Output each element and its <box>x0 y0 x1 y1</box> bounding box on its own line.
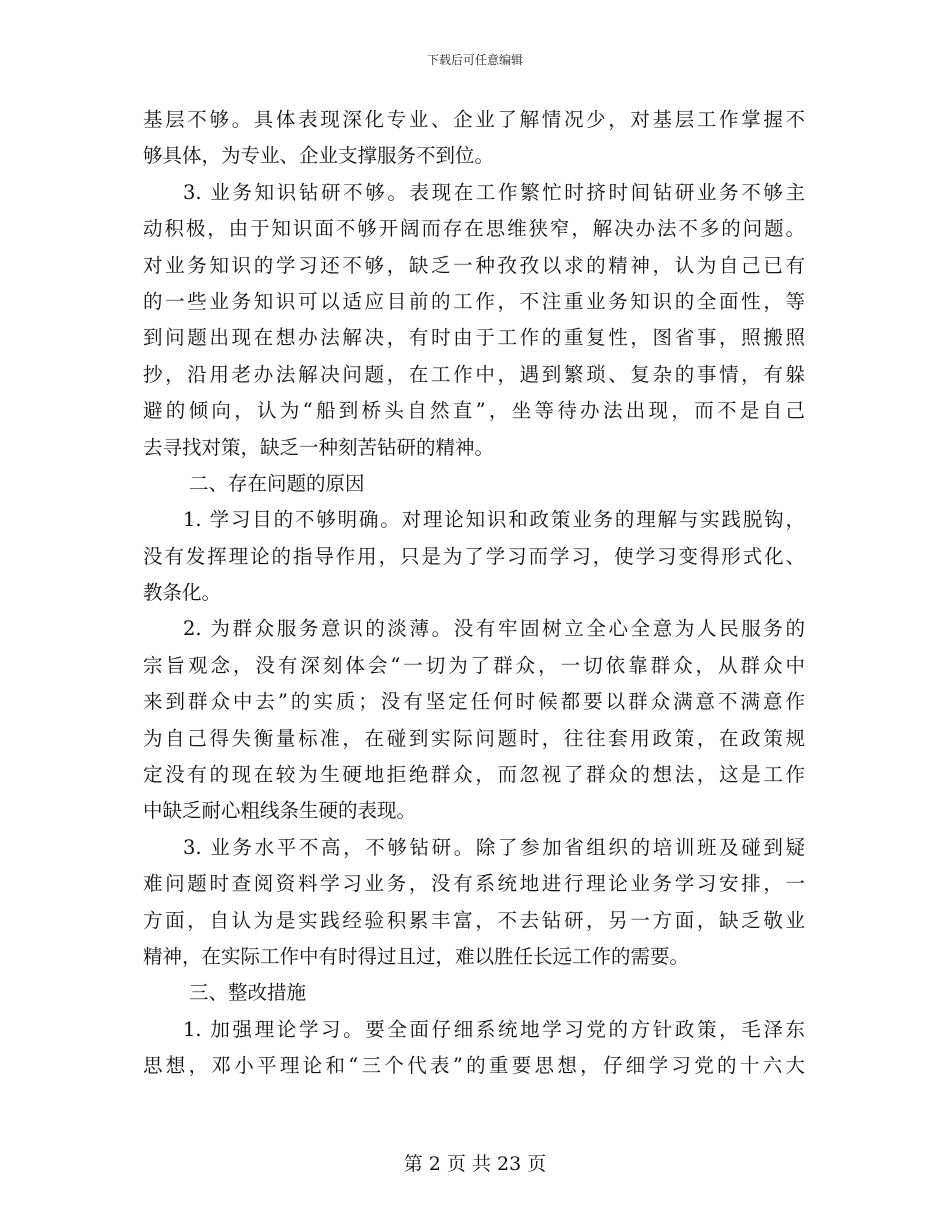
text-line: 为自己得失衡量标准，在碰到实际问题时，往往套用政策，在政策规 <box>143 726 805 750</box>
text-line: 去寻找对策，缺乏一种刻苦钻研的精神。 <box>143 435 495 459</box>
page-header: 下载后可任意编辑 <box>426 53 523 67</box>
text-line: 宗旨观念，没有深刻体会“一切为了群众，一切依靠群众，从群众中 <box>143 653 805 677</box>
section-heading: 二、存在问题的原因 <box>189 471 365 495</box>
text-line: 教条化。 <box>143 581 222 605</box>
text-line: 对业务知识的学习还不够，缺乏一种孜孜以求的精神，认为自己已有 <box>143 253 805 277</box>
text-line: 到问题出现在想办法解决，有时由于工作的重复性，图省事，照搬照 <box>143 326 805 350</box>
section-heading: 三、整改措施 <box>189 981 307 1005</box>
text-line: 精神，在实际工作中有时得过且过，难以胜任长远工作的需要。 <box>143 944 690 968</box>
text-line: 3. 业务知识钻研不够。表现在工作繁忙时挤时间钻研业务不够主 <box>183 180 805 204</box>
text-line: 1. 加强理论学习。要全面仔细系统地学习党的方针政策，毛泽东 <box>183 1017 805 1041</box>
page-number-footer: 第 2 页 共 23 页 <box>403 1153 547 1175</box>
text-line: 中缺乏耐心粗线条生硬的表现。 <box>143 799 417 823</box>
text-line: 避的倾向，认为“船到桥头自然直”，坐等待办法出现，而不是自己 <box>143 399 805 423</box>
text-line: 难问题时查阅资料学习业务，没有系统地进行理论业务学习安排，一 <box>143 872 805 896</box>
text-line: 抄，沿用老办法解决问题，在工作中，遇到繁琐、复杂的事情，有躲 <box>143 362 805 386</box>
text-line: 基层不够。具体表现深化专业、企业了解情况少，对基层工作掌握不 <box>143 108 805 131</box>
text-line: 2. 为群众服务意识的淡薄。没有牢固树立全心全意为人民服务的 <box>183 617 805 641</box>
document-body <box>143 102 805 1085</box>
text-line: 来到群众中去”的实质；没有坚定任何时候都要以群众满意不满意作 <box>143 690 805 714</box>
text-line: 没有发挥理论的指导作用，只是为了学习而学习，使学习变得形式化、 <box>143 544 805 568</box>
text-line: 定没有的现在较为生硬地拒绝群众，而忽视了群众的想法，这是工作 <box>143 763 805 787</box>
text-line: 方面，自认为是实践经验积累丰富，不去钻研，另一方面，缺乏敬业 <box>143 908 805 932</box>
text-line: 动积极，由于知识面不够开阔而存在思维狭窄，解决办法不多的问题。 <box>143 217 805 241</box>
text-line: 的一些业务知识可以适应目前的工作，不注重业务知识的全面性，等 <box>143 289 805 313</box>
text-line: 思想，邓小平理论和“三个代表”的重要思想，仔细学习党的十六大 <box>143 1054 805 1078</box>
text-line: 够具体，为专业、企业支撑服务不到位。 <box>143 144 495 168</box>
text-line: 1. 学习目的不够明确。对理论知识和政策业务的理解与实践脱钩， <box>183 508 805 532</box>
text-line: 3. 业务水平不高，不够钻研。除了参加省组织的培训班及碰到疑 <box>183 835 805 859</box>
